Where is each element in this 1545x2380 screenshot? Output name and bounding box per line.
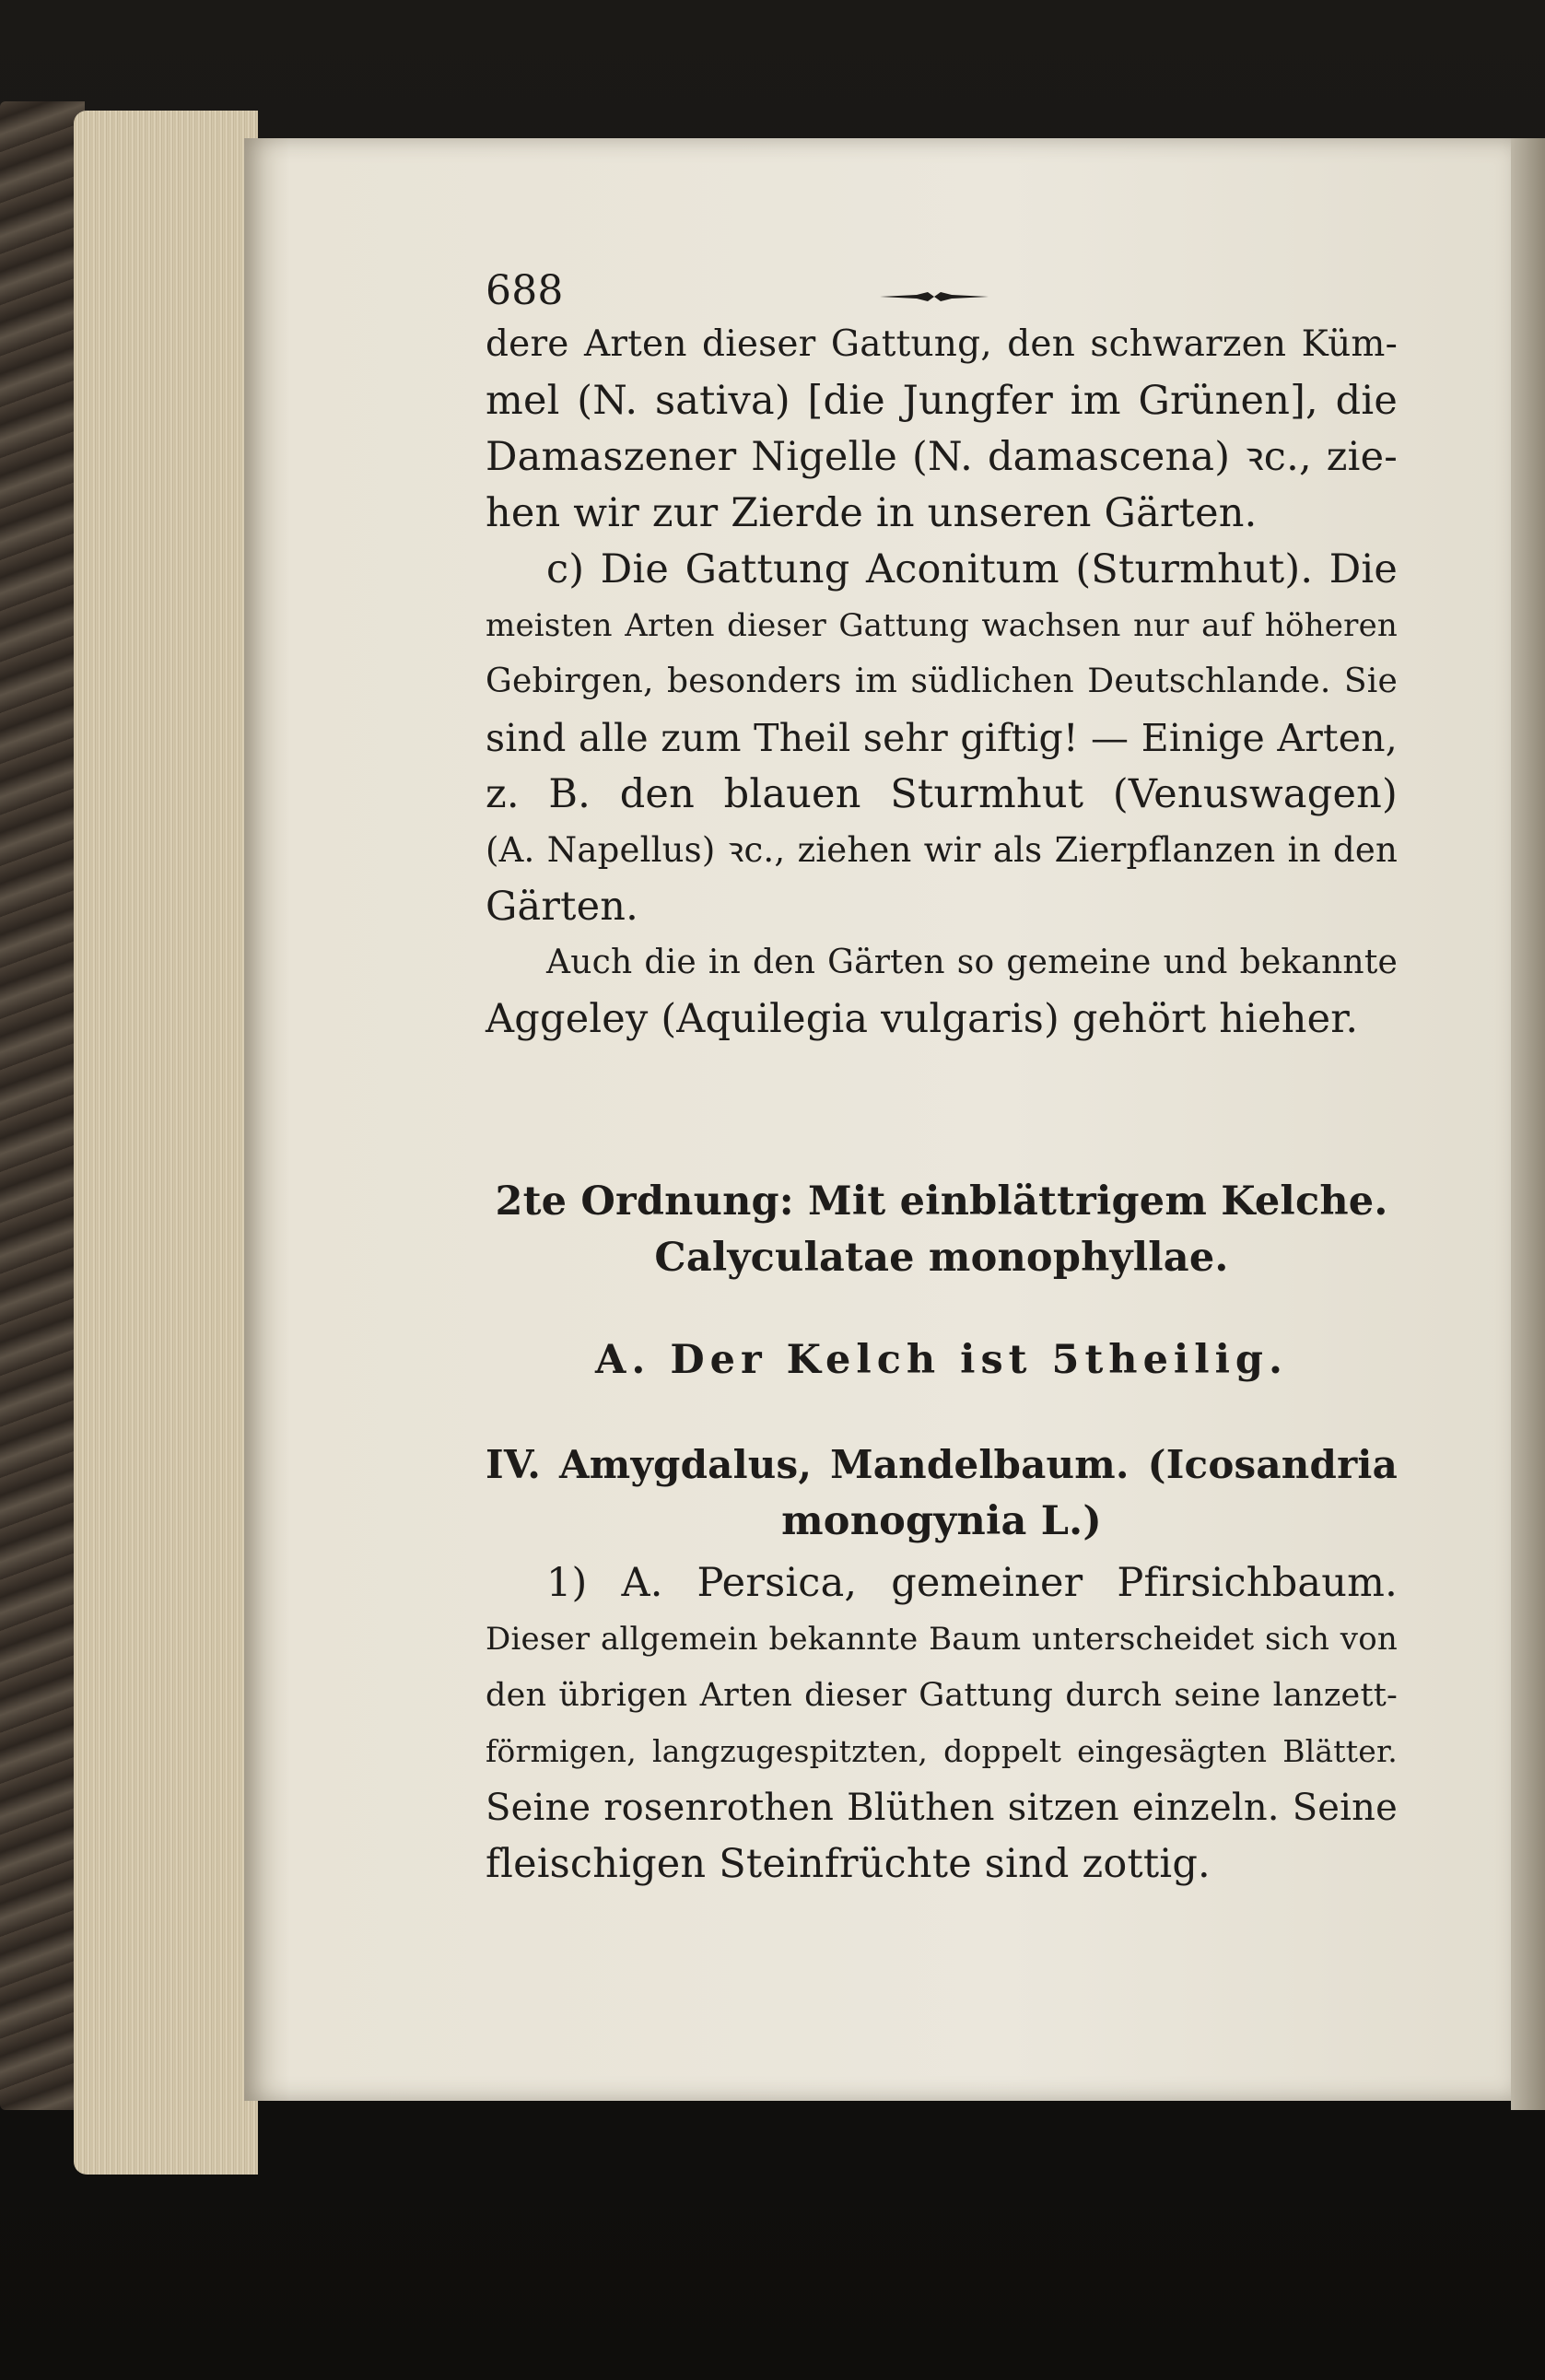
text-line: hen wir zur Zierde in unseren Gärten. — [486, 490, 1258, 536]
ornament-rule-icon — [880, 291, 989, 302]
text-line: sind alle zum Theil sehr giftig! — Einige Arten, — [486, 716, 1398, 760]
genus-heading-cont: monogynia L.) — [781, 1498, 1102, 1544]
page-number: 688 — [486, 267, 564, 314]
text-line: Gebirgen, besonders im südlichen Deutschlande. Sie — [486, 662, 1398, 700]
text-line: Auch die in den Gärten so gemeine und bekannte — [546, 944, 1398, 981]
text-line: Damaszener Nigelle (N. damascena) ꝛc., zie- — [486, 434, 1398, 480]
section-heading: 2te Ordnung: Mit einblättrigem Kelche. — [495, 1178, 1388, 1225]
species-heading: 1) A. Persica, gemeiner Pfirsichbaum. — [546, 1560, 1398, 1606]
text-line: c) Die Gattung Aconitum (Sturmhut). Die — [546, 546, 1398, 592]
text-line: fleischigen Steinfrüchte sind zottig. — [486, 1841, 1211, 1887]
page-stack — [74, 111, 258, 2175]
text-line: den übrigen Arten dieser Gattung durch seine lanzett- — [486, 1677, 1398, 1714]
text-line: Dieser allgemein bekannte Baum unterscheidet sich von — [486, 1621, 1398, 1658]
text-line: (A. Napellus) ꝛc., ziehen wir als Zierpflanzen in den — [486, 830, 1398, 870]
text-line: mel (N. sativa) [die Jungfer im Grünen], die — [486, 378, 1398, 424]
genus-heading: IV. Amygdalus, Mandelbaum. (Icosandria — [486, 1442, 1398, 1487]
text-line: dere Arten dieser Gattung, den schwarzen Küm- — [486, 323, 1398, 365]
text-line: förmigen, langzugespitzten, doppelt eingesägten Blätter. — [486, 1733, 1398, 1769]
section-subheading: Calyculatae monophyllae. — [654, 1235, 1229, 1281]
book-cover — [0, 101, 85, 2110]
text-line: Gärten. — [486, 884, 639, 930]
text-line: Seine rosenrothen Blüthen sitzen einzeln. Seine — [486, 1787, 1398, 1829]
subsection-heading: A. Der Kelch ist 5theilig. — [595, 1337, 1288, 1383]
page-edge-right — [1511, 138, 1545, 2110]
text-line: z. B. den blauen Sturmhut (Venuswagen) — [486, 771, 1398, 817]
text-line: Aggeley (Aquilegia vulgaris) gehört hieher. — [486, 996, 1359, 1042]
text-line: meisten Arten dieser Gattung wachsen nur auf höheren — [486, 607, 1398, 644]
